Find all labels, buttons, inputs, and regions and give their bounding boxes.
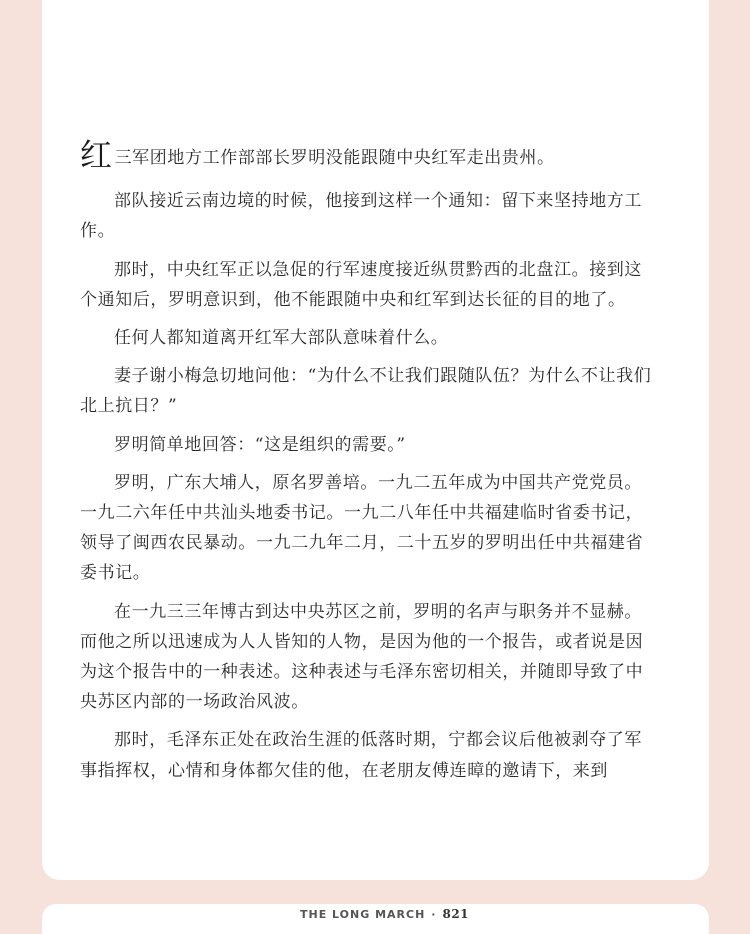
running-footer bbox=[300, 907, 469, 921]
paragraph-9: 那时，毛泽东正处在政治生涯的低落时期，宁都会议后他被剥夺了军事指挥权，心情和身体都欠佳的他，在老朋友傅连暲的邀请下，来到 bbox=[80, 730, 642, 781]
paragraph-3: 那时，中央红军正以急促的行军速度接近纵贯黔西的北盘江。接到这个通知后，罗明意识到，他不能跟随中央和红军到达长征的目的地了。 bbox=[80, 259, 642, 310]
paragraph-1 bbox=[80, 136, 658, 178]
paragraph-8: 在一九三三年博古到达中央苏区之前，罗明的名声与职务并不显赫。而他之所以迅速成为人人皆知的人物，是因为他的一个报告，或者说是因为这个报告中的一种表述。这种表述与毛泽东密切相关，并随即导致了中央苏区内部的一场政治风波。 bbox=[80, 601, 644, 713]
paragraph-6: 罗明简单地回答：“这是组织的需要。” bbox=[114, 434, 406, 455]
footer-separator: · bbox=[431, 908, 437, 921]
paragraph-4: 任何人都知道离开红军大部队意味着什么。 bbox=[114, 328, 449, 349]
paragraph-5: 妻子谢小梅急切地问他：“为什么不让我们跟随队伍？为什么不让我们北上抗日？” bbox=[80, 366, 652, 417]
paragraph-2: 部队接近云南边境的时候，他接到这样一个通知：留下来坚持地方工作。 bbox=[80, 191, 642, 242]
drop-cap: 红 bbox=[80, 136, 113, 174]
book-title: THE LONG MARCH bbox=[300, 908, 426, 921]
page-number: 821 bbox=[442, 907, 470, 921]
paragraph-1-text: 三军团地方工作部部长罗明没能跟随中央红军走出贵州。 bbox=[114, 148, 555, 168]
article-body bbox=[80, 136, 658, 794]
paragraph-7: 罗明，广东大埔人，原名罗善培。一九二五年成为中国共产党党员。一九二六年任中共汕头地委书记。一九二八年任中共福建临时省委书记，领导了闽西农民暴动。一九二九年二月，二十五岁的罗明出任中共福建省委书记。 bbox=[80, 472, 644, 584]
